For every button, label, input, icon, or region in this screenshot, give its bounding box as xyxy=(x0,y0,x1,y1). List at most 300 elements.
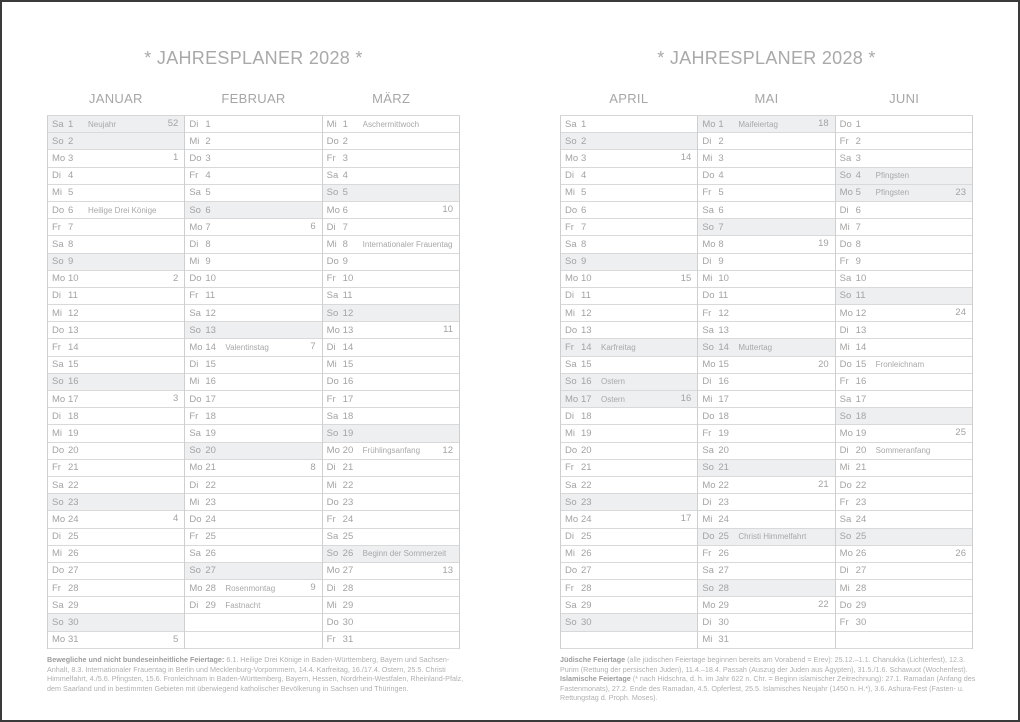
weekday-label: Di xyxy=(839,565,849,577)
weekday-label: Sa xyxy=(702,204,714,216)
day-row xyxy=(185,477,321,494)
weekday-label: Mi xyxy=(189,496,200,508)
day-row xyxy=(185,202,321,219)
day-number: 8 xyxy=(68,238,74,250)
weekday-label: Fr xyxy=(52,462,61,474)
weekday-label: Di xyxy=(326,342,336,354)
day-row xyxy=(323,271,459,288)
day-row xyxy=(561,391,697,408)
day-number: 27 xyxy=(205,565,216,577)
week-number: 12 xyxy=(442,444,453,456)
weekday-label: Do xyxy=(326,376,339,388)
day-row xyxy=(836,374,972,391)
day-number: 10 xyxy=(342,273,354,285)
day-row xyxy=(836,116,972,133)
day-row xyxy=(698,168,834,185)
day-row xyxy=(836,391,972,408)
day-row xyxy=(698,271,834,288)
day-number: 25 xyxy=(342,531,354,543)
day-number: 14 xyxy=(205,342,216,354)
day-row xyxy=(48,391,184,408)
day-number: 17 xyxy=(581,393,592,405)
weekday-label: Mo xyxy=(839,187,853,199)
weekday-label: Di xyxy=(702,496,712,508)
day-number: 28 xyxy=(68,582,79,594)
weekday-label: Do xyxy=(52,204,65,216)
weekday-label: Sa xyxy=(52,118,64,130)
day-row xyxy=(698,408,834,425)
day-row xyxy=(836,597,972,614)
weekday-label: Do xyxy=(189,393,202,405)
day-number: 18 xyxy=(718,410,729,422)
day-row xyxy=(323,408,459,425)
day-number: 8 xyxy=(205,238,211,250)
weekday-label: Di xyxy=(565,170,574,182)
weekday-label: Do xyxy=(189,513,202,525)
week-number: 15 xyxy=(680,272,692,284)
weekday-label: Di xyxy=(326,221,336,233)
weekday-label: Mo xyxy=(189,342,203,354)
event-label: Neujahr xyxy=(88,119,117,129)
weekday-label: Di xyxy=(52,170,61,182)
weekday-label: So xyxy=(189,204,201,216)
day-number: 4 xyxy=(855,170,861,182)
event-label: Aschermittwoch xyxy=(362,119,420,129)
day-number: 13 xyxy=(855,324,867,336)
weekday-label: Mi xyxy=(52,427,63,439)
weekday-label: Sa xyxy=(326,531,339,543)
day-row xyxy=(185,339,321,356)
day-row xyxy=(698,374,834,391)
planner-page-right xyxy=(560,0,976,722)
day-row xyxy=(185,494,321,511)
weekday-label: Fr xyxy=(52,582,61,594)
day-row xyxy=(185,168,321,185)
weekday-label: Mo xyxy=(52,273,66,285)
week-number: 16 xyxy=(680,393,692,404)
day-number: 12 xyxy=(855,307,867,319)
day-number: 23 xyxy=(581,496,592,508)
weekday-label: So xyxy=(839,170,852,182)
day-row xyxy=(698,477,834,494)
weekday-label: Sa xyxy=(839,273,852,285)
day-row xyxy=(48,150,184,167)
day-row xyxy=(323,425,459,442)
page-title: * JAHRESPLANER 2028 * xyxy=(144,48,363,68)
weekday-label: So xyxy=(702,221,714,233)
weekday-label: Do xyxy=(189,273,202,285)
weekday-label: Di xyxy=(326,582,336,594)
day-row xyxy=(48,305,184,322)
day-row xyxy=(698,563,834,580)
month-headers xyxy=(47,91,460,106)
day-row xyxy=(698,511,834,528)
weekday-label: Do xyxy=(52,565,65,577)
day-number: 1 xyxy=(855,118,861,130)
weekday-label: Sa xyxy=(702,324,714,336)
day-row xyxy=(836,546,972,563)
day-number: 28 xyxy=(855,582,867,594)
day-number: 2 xyxy=(718,135,724,147)
weekday-label: Mo xyxy=(565,393,579,405)
day-row xyxy=(561,580,697,597)
day-row xyxy=(185,563,321,580)
day-number: 4 xyxy=(718,170,724,182)
day-row xyxy=(698,288,834,305)
day-number: 6 xyxy=(718,204,724,216)
weekday-label: Sa xyxy=(326,170,339,182)
day-row xyxy=(836,632,972,649)
day-row xyxy=(48,443,184,460)
weekday-label: Do xyxy=(52,445,65,457)
day-row xyxy=(48,236,184,253)
day-number: 17 xyxy=(205,393,216,405)
day-number: 26 xyxy=(718,548,729,560)
day-row xyxy=(698,202,834,219)
weekday-label: Mo xyxy=(839,307,853,319)
planner-page-left xyxy=(47,0,464,722)
day-number: 17 xyxy=(718,393,729,405)
event-label: Ostern xyxy=(601,377,626,387)
day-row xyxy=(48,168,184,185)
event-label: Ostern xyxy=(601,394,626,404)
weekday-label: Do xyxy=(702,531,715,543)
day-number: 13 xyxy=(342,324,354,336)
day-number: 13 xyxy=(718,324,729,336)
weekday-label: Mo xyxy=(326,565,340,577)
weekday-label: Mi xyxy=(52,307,63,319)
day-row xyxy=(323,150,459,167)
weekday-label: So xyxy=(52,617,64,629)
day-number: 2 xyxy=(855,135,861,147)
day-row xyxy=(561,477,697,494)
day-row xyxy=(323,236,459,253)
day-number: 3 xyxy=(68,152,74,164)
day-row xyxy=(561,408,697,425)
day-number: 7 xyxy=(205,221,211,233)
day-row xyxy=(185,460,321,477)
day-row xyxy=(323,185,459,202)
day-number: 18 xyxy=(68,410,79,422)
day-number: 28 xyxy=(342,582,354,594)
day-number: 5 xyxy=(581,187,587,199)
day-row xyxy=(185,511,321,528)
weekday-label: Mo xyxy=(189,582,203,594)
weekday-label: Fr xyxy=(189,531,199,543)
day-number: 6 xyxy=(205,204,211,216)
day-number: 1 xyxy=(342,118,348,130)
weekday-label: Mi xyxy=(326,479,337,491)
day-row xyxy=(561,116,697,133)
weekday-label: Di xyxy=(326,462,336,474)
day-row xyxy=(185,425,321,442)
weekday-label: Di xyxy=(839,445,849,457)
weekday-label: Di xyxy=(52,531,61,543)
day-row xyxy=(48,494,184,511)
weekday-label: Fr xyxy=(326,152,336,164)
day-row xyxy=(48,460,184,477)
month-headers xyxy=(560,91,973,106)
day-row xyxy=(323,374,459,391)
footnote-heading: Bewegliche und nicht bundeseinheitliche Feiertage: xyxy=(47,655,225,664)
day-row xyxy=(698,339,834,356)
day-number: 17 xyxy=(68,393,79,405)
day-number: 30 xyxy=(855,617,867,629)
day-row xyxy=(561,288,697,305)
day-row xyxy=(836,254,972,271)
day-row xyxy=(836,357,972,374)
day-number: 2 xyxy=(205,135,211,147)
day-row xyxy=(185,133,321,150)
day-number: 19 xyxy=(205,427,216,439)
day-row xyxy=(323,529,459,546)
week-number: 23 xyxy=(955,186,966,198)
day-row xyxy=(698,150,834,167)
week-number: 6 xyxy=(310,221,316,233)
day-row xyxy=(48,529,184,546)
weekday-label: Mo xyxy=(326,445,340,457)
day-row xyxy=(48,632,184,649)
weekday-label: Do xyxy=(565,565,578,577)
day-number: 14 xyxy=(718,342,729,354)
calendar-grid xyxy=(47,115,460,649)
week-number: 7 xyxy=(310,341,316,353)
weekday-label: Mi xyxy=(565,307,576,319)
weekday-label: Di xyxy=(702,617,712,629)
weekday-label: Do xyxy=(839,359,852,371)
weekday-label: So xyxy=(565,256,577,268)
weekday-label: Di xyxy=(565,531,574,543)
day-row xyxy=(48,271,184,288)
month-header: JANUAR xyxy=(88,91,143,106)
day-row xyxy=(48,425,184,442)
day-row xyxy=(561,357,697,374)
day-row xyxy=(323,116,459,133)
day-number: 27 xyxy=(581,565,592,577)
weekday-label: So xyxy=(326,187,339,199)
day-number: 11 xyxy=(342,290,353,302)
day-number: 12 xyxy=(205,307,216,319)
day-number: 27 xyxy=(68,565,79,577)
day-row xyxy=(185,443,321,460)
day-number: 29 xyxy=(68,599,79,611)
weekday-label: Do xyxy=(839,238,852,250)
weekday-label: So xyxy=(565,376,577,388)
week-number: 13 xyxy=(442,564,453,576)
day-number: 8 xyxy=(718,238,724,250)
footnote-heading-jewish: Jüdische Feiertage xyxy=(560,655,626,664)
day-row xyxy=(561,305,697,322)
weekday-label: Di xyxy=(702,376,712,388)
day-number: 14 xyxy=(855,342,867,354)
day-number: 9 xyxy=(205,256,211,268)
weekday-label: Sa xyxy=(326,410,339,422)
day-row xyxy=(323,494,459,511)
day-number: 8 xyxy=(342,238,348,250)
event-label: Fronleichnam xyxy=(875,360,925,370)
weekday-label: Do xyxy=(839,599,852,611)
event-label: Karfreitag xyxy=(601,343,636,353)
day-row xyxy=(185,529,321,546)
day-row xyxy=(48,219,184,236)
day-row xyxy=(698,425,834,442)
day-number: 3 xyxy=(581,152,587,164)
day-row xyxy=(698,185,834,202)
day-row xyxy=(48,563,184,580)
day-row xyxy=(561,322,697,339)
day-row xyxy=(561,529,697,546)
day-number: 19 xyxy=(342,427,354,439)
day-row xyxy=(48,597,184,614)
day-number: 24 xyxy=(718,513,729,525)
day-number: 23 xyxy=(342,496,354,508)
day-number: 12 xyxy=(68,307,79,319)
day-row xyxy=(323,580,459,597)
day-row xyxy=(323,443,459,460)
day-number: 7 xyxy=(342,221,348,233)
day-row xyxy=(561,546,697,563)
day-number: 17 xyxy=(855,393,867,405)
weekday-label: Sa xyxy=(52,238,64,250)
weekday-label: Fr xyxy=(326,513,336,525)
day-row xyxy=(48,374,184,391)
weekday-label: Fr xyxy=(326,393,336,405)
day-row xyxy=(48,614,184,631)
weekday-label: Sa xyxy=(565,599,577,611)
week-number: 8 xyxy=(310,461,316,473)
day-row xyxy=(836,339,972,356)
day-number: 6 xyxy=(342,204,348,216)
day-row xyxy=(836,425,972,442)
day-number: 29 xyxy=(581,599,592,611)
week-number: 11 xyxy=(443,324,453,336)
month-header: JUNI xyxy=(889,91,920,106)
day-row xyxy=(323,288,459,305)
day-row xyxy=(323,511,459,528)
week-number: 18 xyxy=(818,118,829,129)
month-header: FEBRUAR xyxy=(221,91,286,106)
weekday-label: Mi xyxy=(326,599,337,611)
weekday-label: Fr xyxy=(702,427,712,439)
weekday-label: Sa xyxy=(189,187,201,199)
weekday-label: Sa xyxy=(52,359,64,371)
footnote-text-jewish: (alle jüdischen Feiertage beginnen bereits am Vorabend = Erev): 25.12.–1.1. Chanukka (Lichterfest), 12.3. Purim (Rettung der persischen Juden), 11.4.–18.4. Passah (Auszug der Juden aus Ägypten), 31.5./1.6. Schawuot (Wochenfest). xyxy=(560,655,968,674)
day-number: 1 xyxy=(718,118,724,130)
day-number: 23 xyxy=(205,496,216,508)
weekday-label: Mi xyxy=(52,187,63,199)
day-number: 23 xyxy=(718,496,729,508)
day-number: 25 xyxy=(718,531,729,543)
weekday-label: Sa xyxy=(565,238,577,250)
day-number: 16 xyxy=(855,376,867,388)
day-row xyxy=(836,563,972,580)
weekday-label: So xyxy=(189,324,201,336)
weekday-label: Do xyxy=(702,410,715,422)
day-number: 10 xyxy=(718,273,729,285)
day-row xyxy=(561,133,697,150)
day-row xyxy=(836,202,972,219)
day-number: 22 xyxy=(581,479,592,491)
weekday-label: Mo xyxy=(326,204,340,216)
day-number: 5 xyxy=(68,187,74,199)
day-number: 15 xyxy=(342,359,354,371)
weekday-label: Sa xyxy=(52,599,64,611)
day-number: 11 xyxy=(718,290,729,302)
day-number: 17 xyxy=(342,393,354,405)
event-label: Sommeranfang xyxy=(875,446,931,456)
day-row xyxy=(323,632,459,649)
day-number: 6 xyxy=(855,204,861,216)
weekday-label: So xyxy=(565,617,577,629)
day-row xyxy=(561,425,697,442)
day-row xyxy=(561,202,697,219)
day-number: 3 xyxy=(855,152,861,164)
day-row xyxy=(323,168,459,185)
day-number: 10 xyxy=(581,273,592,285)
day-row xyxy=(185,236,321,253)
day-number: 23 xyxy=(68,496,79,508)
weekday-label: Di xyxy=(189,479,199,491)
day-number: 9 xyxy=(581,256,587,268)
day-number: 28 xyxy=(205,582,216,594)
month-column xyxy=(560,116,697,649)
weekday-label: Mi xyxy=(565,187,576,199)
day-row xyxy=(48,546,184,563)
weekday-label: Di xyxy=(839,324,849,336)
day-row xyxy=(323,546,459,563)
day-row xyxy=(698,391,834,408)
day-row xyxy=(836,236,972,253)
weekday-label: Do xyxy=(189,152,202,164)
day-number: 20 xyxy=(581,445,592,457)
day-row xyxy=(698,632,834,649)
day-row xyxy=(323,614,459,631)
week-number: 25 xyxy=(955,427,966,439)
day-row xyxy=(48,288,184,305)
day-row xyxy=(836,529,972,546)
day-number: 12 xyxy=(718,307,729,319)
day-number: 12 xyxy=(342,307,354,319)
weekday-label: Do xyxy=(702,290,715,302)
day-row xyxy=(185,614,321,631)
week-number: 19 xyxy=(818,238,829,250)
weekday-label: Mi xyxy=(189,135,200,147)
week-number: 1 xyxy=(173,152,179,164)
event-label: Heilige Drei Könige xyxy=(88,205,157,215)
day-number: 22 xyxy=(68,479,79,491)
day-row xyxy=(836,150,972,167)
weekday-label: Mi xyxy=(189,376,200,388)
day-row xyxy=(561,614,697,631)
weekday-label: Sa xyxy=(702,445,714,457)
footnote-text: 6.1. Heilige Drei Könige in Baden-Württemberg, Bayern und Sachsen-Anhalt, 8.3. Internationaler Frauentag in Berlin und Mecklenburg-Vorpommern, 14.4. Karfreitag, 16./17.4. Ostern, 25.5. Christi Himmelfahrt, 4./5.6. Pfingsten, 15.6. Fronleichnam in Baden-Württemberg, Bayern, Hessen, Nordrhein-Westfalen, Rheinland-Pfalz, dem Saarland und in bestimmten Gebieten mit überwiegend katholischer Bevölkerung in Sachsen und Thüringen. xyxy=(47,655,464,693)
day-number: 22 xyxy=(342,479,354,491)
weekday-label: Fr xyxy=(702,307,712,319)
day-number: 11 xyxy=(68,290,78,302)
day-number: 21 xyxy=(581,462,592,474)
weekday-label: Mi xyxy=(326,359,337,371)
day-row xyxy=(323,563,459,580)
weekday-label: Mi xyxy=(326,118,337,130)
day-row xyxy=(836,477,972,494)
event-label: Rosenmontag xyxy=(225,583,276,593)
weekday-label: Mi xyxy=(565,548,576,560)
day-row xyxy=(185,219,321,236)
day-number: 9 xyxy=(855,256,861,268)
weekday-label: Do xyxy=(702,170,715,182)
weekday-label: Fr xyxy=(839,256,849,268)
day-row xyxy=(836,614,972,631)
